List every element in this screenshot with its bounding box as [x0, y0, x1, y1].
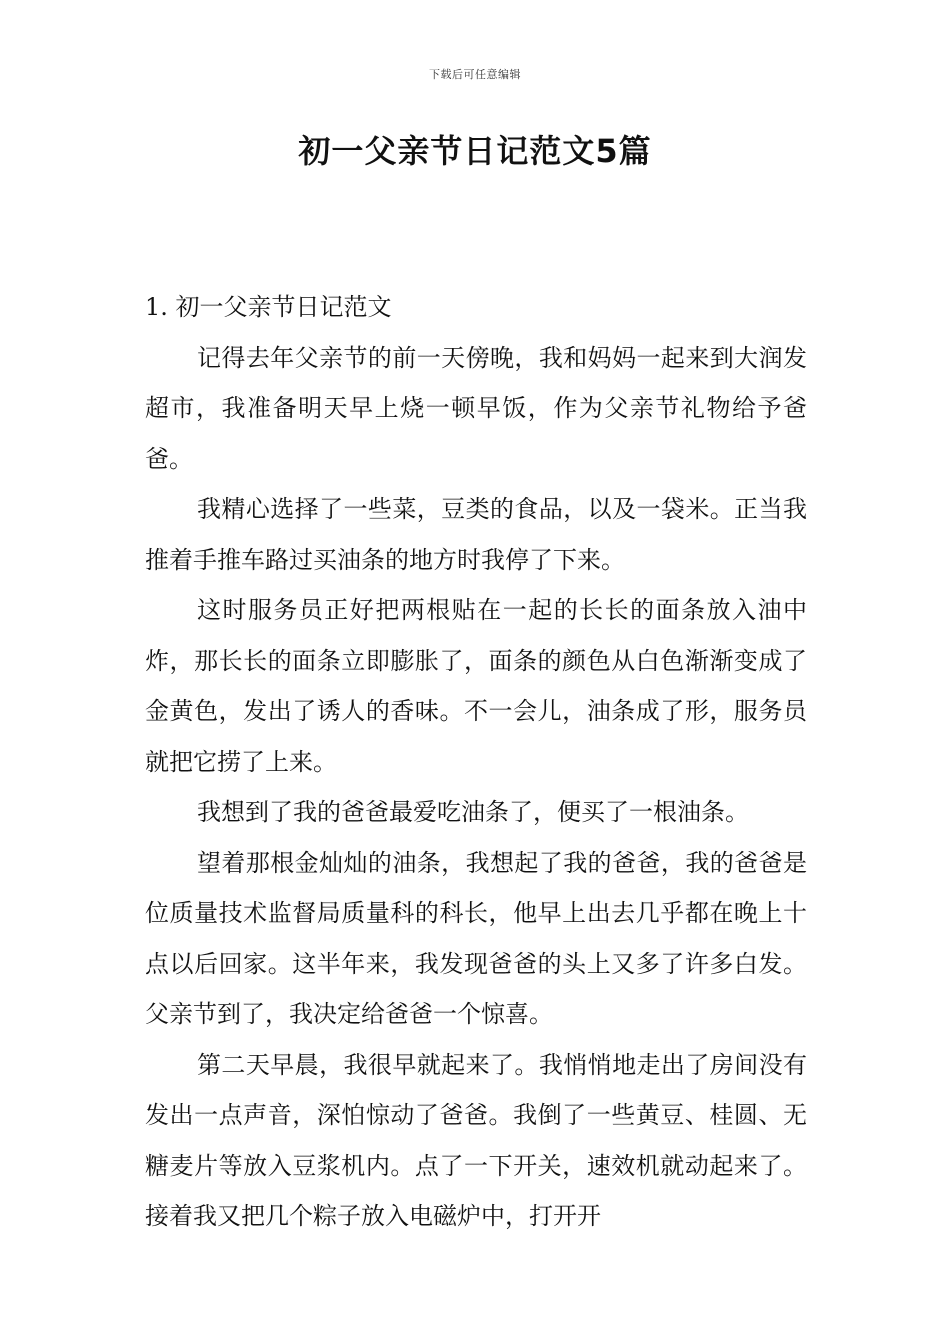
- paragraph: 第二天早晨，我很早就起来了。我悄悄地走出了房间没有发出一点声音，深怕惊动了爸爸。我倒了一些黄豆、桂圆、无糖麦片等放入豆浆机内。点了一下开关，速效机就动起来了。接着我又把几个粽子放入电磁炉中，打开开: [145, 1050, 807, 1230]
- paragraph: 我精心选择了一些菜，豆类的食品，以及一袋米。正当我推着手推车路过买油条的地方时我停了下来。: [145, 495, 807, 574]
- document-title: 初一父亲节日记范文5篇: [298, 132, 652, 170]
- header-note: 下载后可任意编辑: [429, 68, 521, 81]
- section-heading: 1. 初一父亲节日记范文: [145, 293, 392, 321]
- paragraph: 望着那根金灿灿的油条，我想起了我的爸爸，我的爸爸是位质量技术监督局质量科的科长，他早上出去几乎都在晚上十点以后回家。这半年来，我发现爸爸的头上又多了许多白发。父亲节到了，我决定给爸爸一个惊喜。: [145, 848, 807, 1028]
- paragraph: 我想到了我的爸爸最爱吃油条了，便买了一根油条。: [197, 798, 749, 826]
- paragraph: 记得去年父亲节的前一天傍晚，我和妈妈一起来到大润发超市，我准备明天早上烧一顿早饭，作为父亲节礼物给予爸爸。: [145, 343, 807, 473]
- paragraph: 这时服务员正好把两根贴在一起的长长的面条放入油中炸，那长长的面条立即膨胀了，面条的颜色从白色渐渐变成了金黄色，发出了诱人的香味。不一会儿，油条成了形，服务员就把它捞了上来。: [145, 596, 807, 776]
- document-body: [145, 282, 807, 1242]
